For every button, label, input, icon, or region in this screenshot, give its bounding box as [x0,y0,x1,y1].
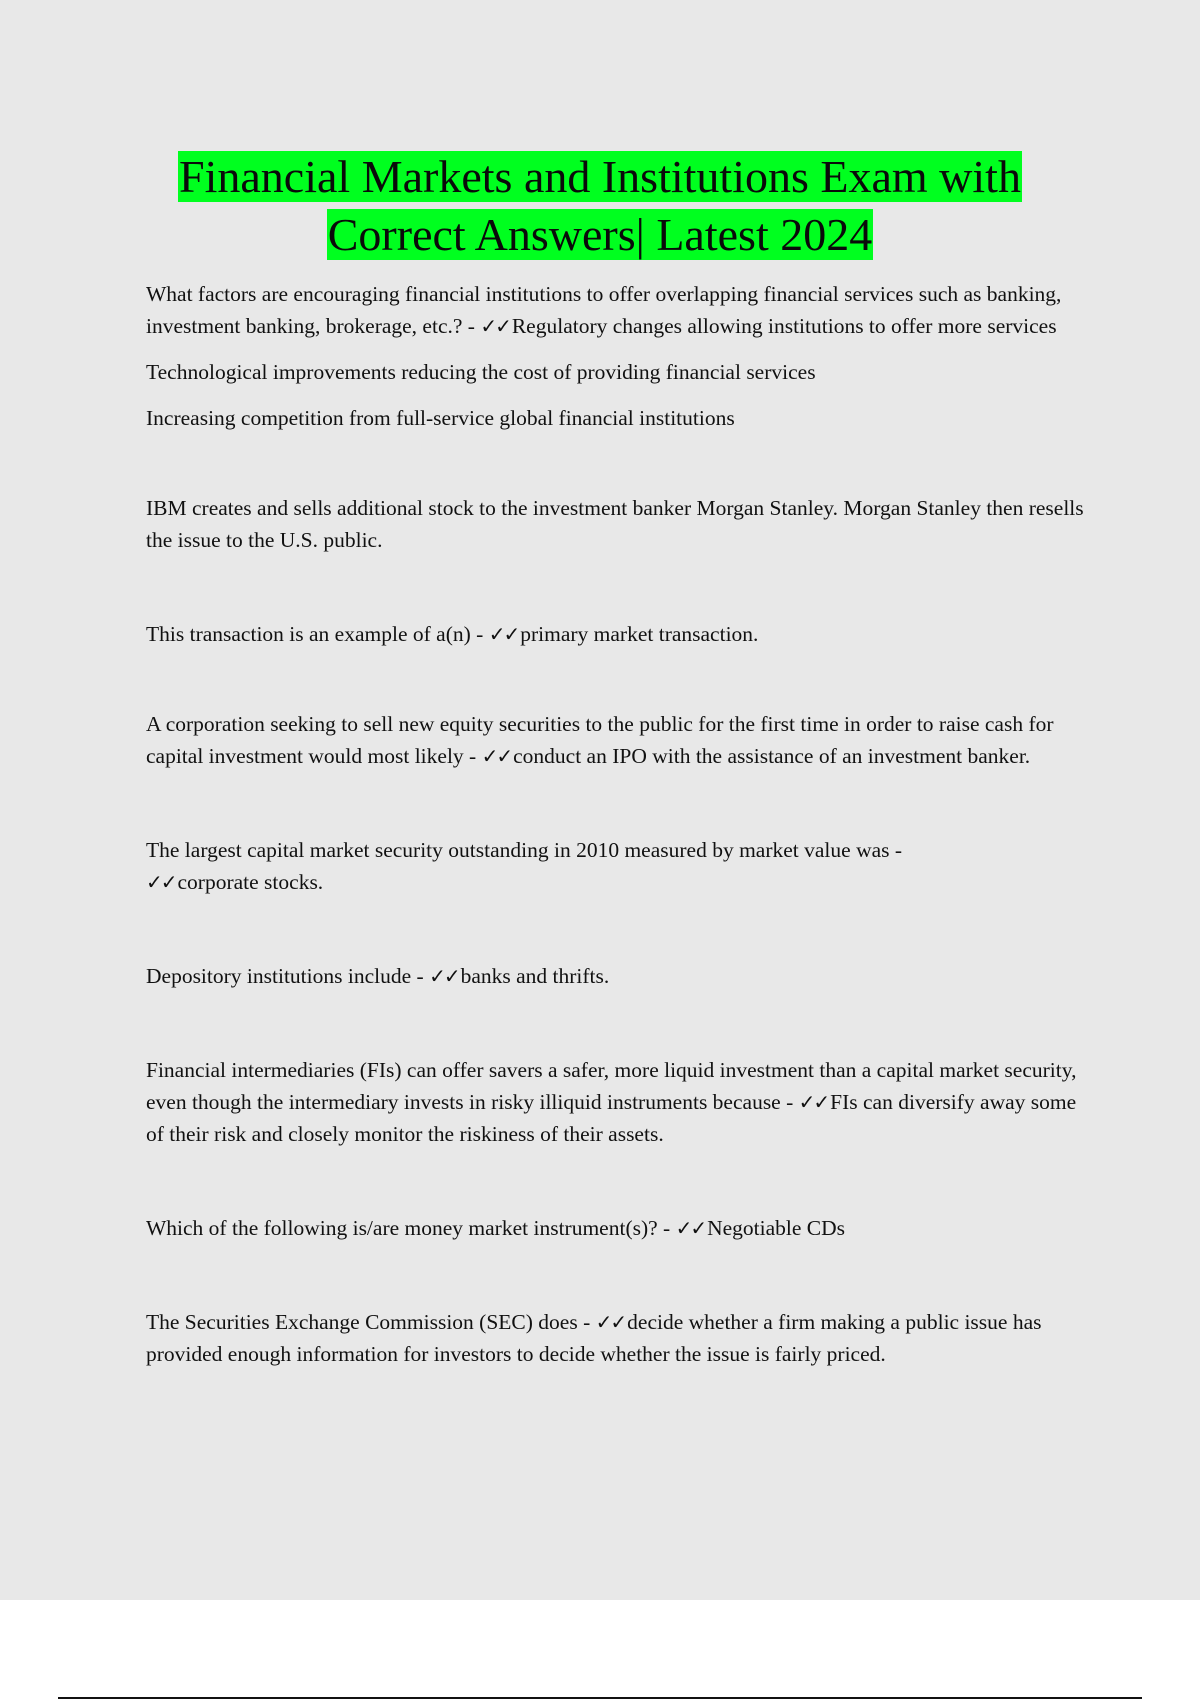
answer-text: Negotiable CDs [707,1216,846,1240]
answer-text: Regulatory changes allowing institutions to offer more services [511,314,1057,338]
document-title [0,148,1200,264]
answer-continuation: Technological improvements reducing the cost of providing financial services [146,360,816,384]
question-text: A corporation seeking to sell new equity securities to the public for the first time in order to raise cash for capital investment would most likely - [146,712,1054,768]
answer-text: banks and thrifts. [460,964,610,988]
question-text: IBM creates and sells additional stock to the investment banker Morgan Stanley. Morgan Stanley then resells the issue to the U.S. public. [146,496,1084,552]
qa-item [146,708,1086,772]
qa-item [146,1054,1086,1150]
footer-divider [58,1697,1142,1699]
answer-text: corporate stocks. [177,870,324,894]
double-check-icon: ✓✓ [675,1216,706,1240]
qa-item [146,1306,1086,1370]
answer-text: primary market transaction. [520,622,759,646]
double-check-icon: ✓✓ [146,870,176,894]
double-check-icon: ✓✓ [798,1090,829,1114]
double-check-icon: ✓✓ [480,314,510,338]
double-check-icon: ✓✓ [481,744,512,768]
answer-text: FIs can diversify away some of their risk and closely monitor the riskiness of their assets. [146,1090,1077,1146]
question-text: The largest capital market security outstanding in 2010 measured by market value was - [146,838,903,862]
qa-item [146,278,1086,342]
double-check-icon: ✓✓ [488,622,519,646]
qa-item [146,618,1086,650]
question-text: Financial intermediaries (FIs) can offer savers a safer, more liquid investment than a capital market security, even though the intermediary invests in risky illiquid instruments because - [146,1058,1077,1114]
double-check-icon: ✓✓ [429,964,459,988]
qa-item [146,492,1086,556]
title-line-2: Correct Answers| Latest 2024 [327,209,873,260]
qa-item [146,1212,1086,1244]
question-text: Depository institutions include - [146,964,430,988]
answer-text: conduct an IPO with the assistance of an investment banker. [513,744,1031,768]
qa-item [146,834,1086,898]
question-text: Which of the following is/are money market instrument(s)? - [146,1216,676,1240]
qa-content [146,278,1086,1370]
qa-item [146,960,1086,992]
title-line-1: Financial Markets and Institutions Exam with [179,151,1021,202]
double-check-icon: ✓✓ [595,1310,626,1334]
answer-continuation: Increasing competition from full-service global financial institutions [146,406,735,430]
question-text: What factors are encouraging financial institutions to offer overlapping financial services such as banking, investment banking, brokerage, etc.? - [146,282,1062,338]
question-text: The Securities Exchange Commission (SEC) does - [146,1310,596,1334]
question-text: This transaction is an example of a(n) - [146,622,489,646]
answer-text: decide whether a firm making a public issue has provided enough information for investors to decide whether the issue is fairly priced. [146,1310,1042,1366]
